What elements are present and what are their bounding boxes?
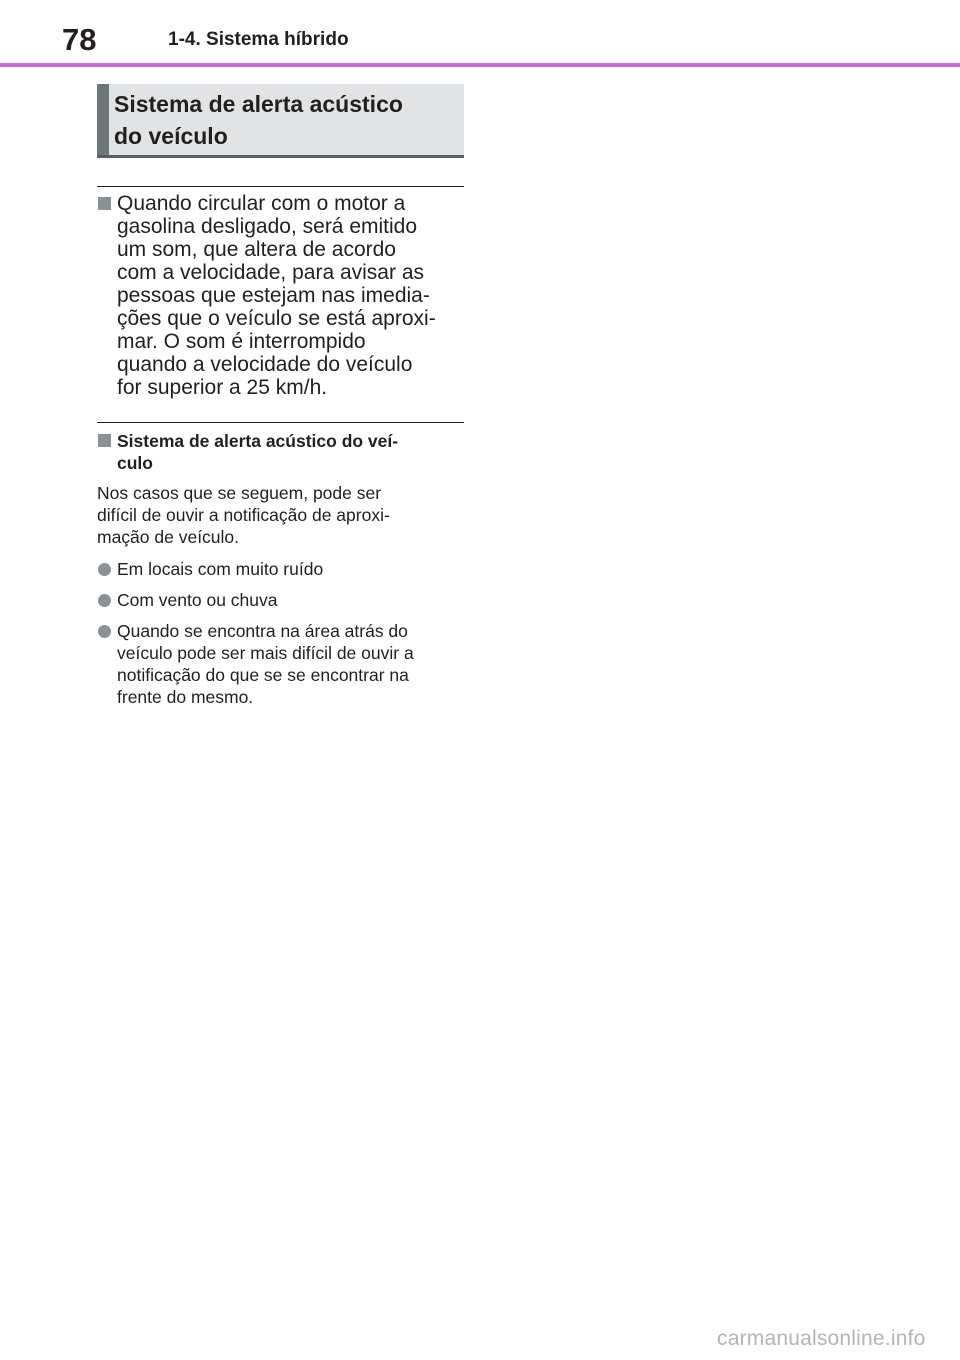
square-bullet-icon [98,434,111,447]
bullet-item [117,589,467,611]
text-line: culo [117,453,153,473]
intro-paragraph [117,192,469,399]
text-line: quando a velocidade do veículo [117,353,413,376]
section-title: 1-4. Sistema híbrido [168,29,349,50]
text-line: um som, que altera de acordo [117,238,396,261]
text-line: frente do mesmo. [117,687,254,707]
circle-bullet-icon [98,625,111,638]
circle-bullet-icon [98,594,111,607]
circle-bullet-icon [98,563,111,576]
bullet-item [117,558,467,580]
text-line: notificação do que se se encontrar na [117,665,409,685]
text-line: veículo pode ser mais difícil de ouvir a [117,643,414,663]
header-rule [0,63,960,67]
text-line: Com vento ou chuva [117,590,278,610]
divider-rule [97,422,464,423]
heading-line: Sistema de alerta acústico [114,91,403,117]
page-number: 78 [62,22,97,57]
text-line: Quando circular com o motor a [117,192,406,215]
divider-rule [97,186,464,187]
heading-line: do veículo [114,123,228,149]
text-line: pessoas que estejam nas imedia- [117,284,430,307]
section-heading [114,88,454,152]
body-paragraph [97,482,464,548]
text-line: Sistema de alerta acústico do veí- [117,431,399,451]
text-line: Nos casos que se seguem, pode ser [97,483,382,503]
text-line: Quando se encontra na área atrás do [117,621,408,641]
text-line: ções que o veículo se está aproxi- [117,307,436,330]
section-heading-box [97,84,464,158]
bullet-item [117,620,467,708]
text-line: difícil de ouvir a notificação de aproxi- [97,505,390,525]
square-bullet-icon [98,197,111,210]
text-line: for superior a 25 km/h. [117,376,328,399]
text-line: mar. O som é interrompido [117,330,366,353]
heading-accent-bar [97,84,109,155]
text-line: Em locais com muito ruído [117,559,324,579]
text-line: mação de veículo. [97,527,240,547]
text-line: gasolina desligado, será emitido [117,215,418,238]
watermark: carmanualsonline.info [717,1327,926,1350]
text-line: com a velocidade, para avisar as [117,261,424,284]
subsection-heading [117,430,462,474]
